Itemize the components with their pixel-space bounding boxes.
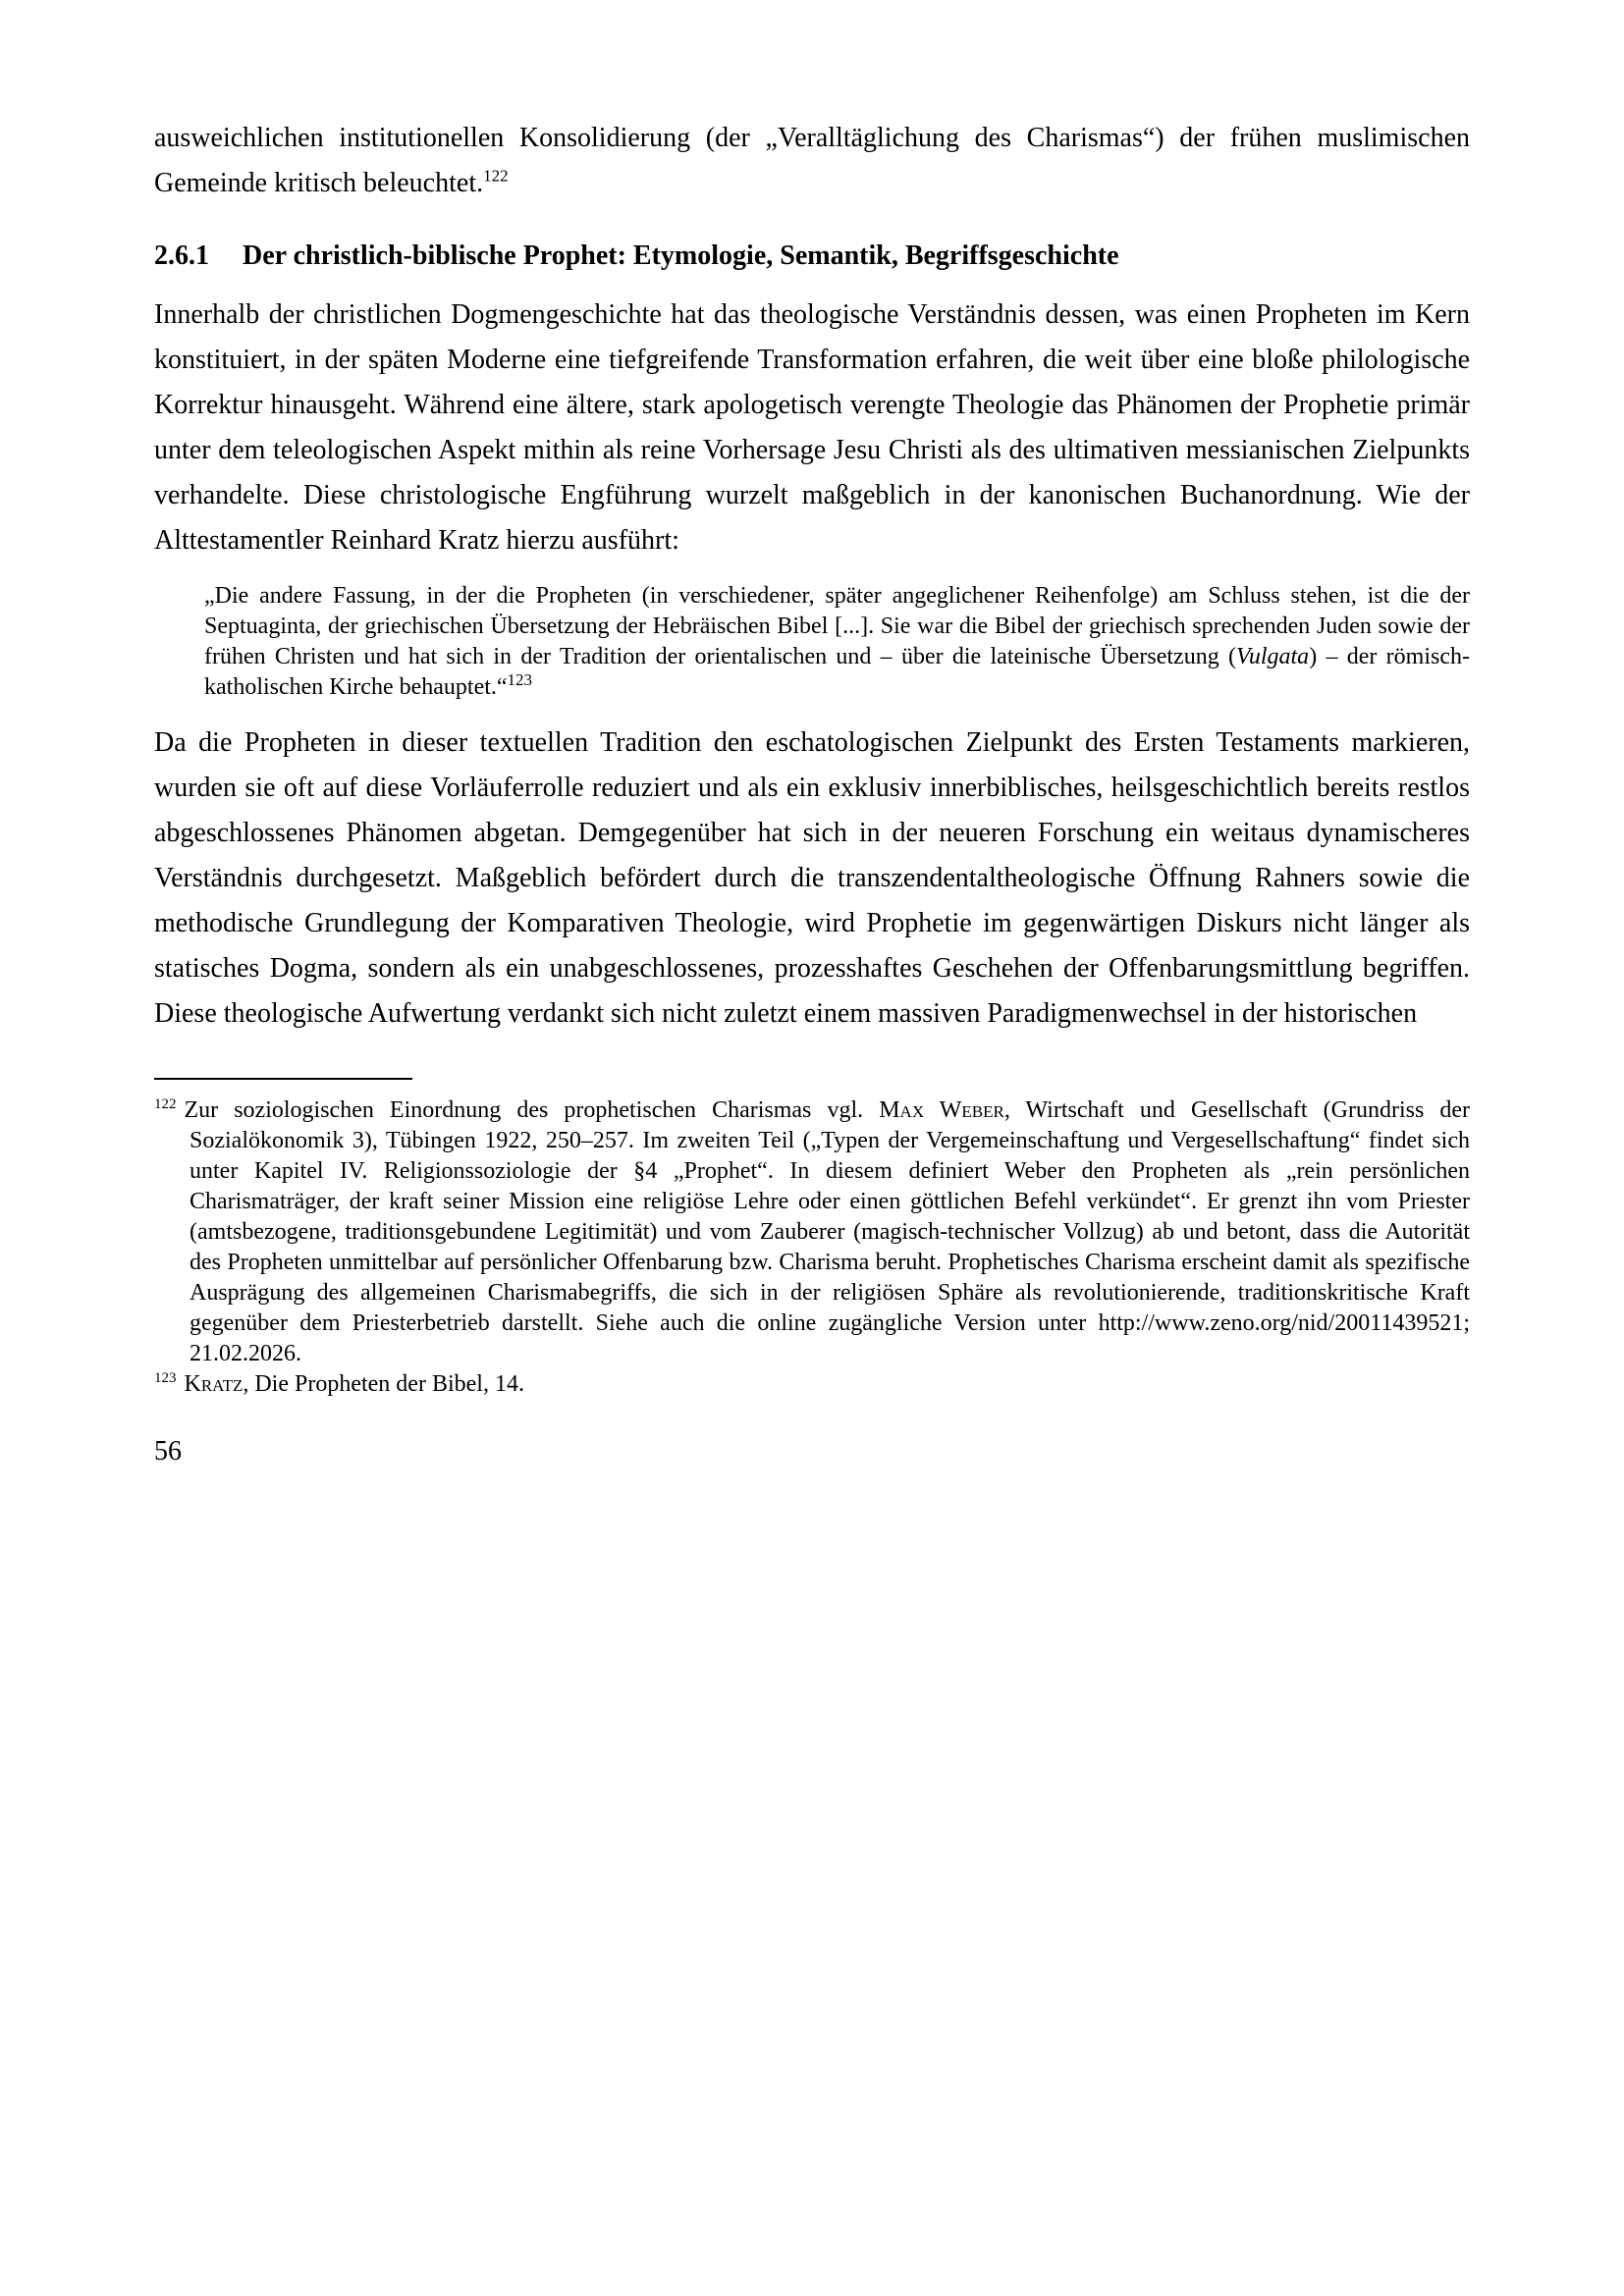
- paragraph-intro-text: ausweichlichen institutionellen Konsolidierung (der „Veralltäglichung des Charismas“) der frühen muslimischen Gemeinde kritisch beleuchtet.: [154, 123, 1470, 198]
- page-number: 56: [154, 1436, 182, 1467]
- footnote-122-text: , Wirtschaft und Gesellschaft (Grundriss der Sozialökonomik 3), Tübingen 1922, 250–257. Im zweiten Teil („Typen der Vergemeinschaftung und Vergesellschaftung“ findet sich unter Kapitel IV. Religionssoziologie der §4 „Prophet“. In diesem definiert Weber den Propheten als „rein persönlichen Charismaträger, der kraft seiner Mission eine religiöse Lehre oder einen göttlichen Befehl verkündet“. Er grenzt ihn vom Priester (amtsbezogene, traditionsgebundene Legitimität) und vom Zauberer (magisch-technischer Vollzug) ab und betont, dass die Autorität des Propheten unmittelbar auf persönlicher Offenbarung bzw. Charisma beruht. Prophetisches Charisma erscheint damit als spezifische Ausprägung des allgemeinen Charismabegriffs, die sich in der religiösen Sphäre als revolutionierende, traditionskritische Kraft gegenüber dem Priesterbetrieb darstellt. Siehe auch die online zugängliche Version unter: [189, 1097, 1471, 1336]
- text-block: [154, 116, 1470, 1474]
- footnote-122-url[interactable]: http://www.zeno.org/nid/20011439521: [1098, 1310, 1464, 1336]
- footnote-122-text-suffix: ; 21.02.2026.: [189, 1310, 1470, 1366]
- footnote-123-text: , Die Propheten der Bibel, 14.: [243, 1371, 524, 1397]
- quote-italic-term: Vulgata: [1235, 644, 1310, 669]
- paragraph-intro: [154, 116, 1470, 206]
- quote-text-part-2: ) – der römisch-katholischen Kirche behauptet.“: [204, 644, 1470, 700]
- section-title: Der christlich-biblische Prophet: Etymologie, Semantik, Begriffsgeschichte: [243, 240, 1119, 271]
- paragraph-2: Da die Propheten in dieser textuellen Tradition den eschatologischen Zielpunkt des Ersten Testaments markieren, wurden sie oft auf diese Vorläuferrolle reduziert und als ein exklusiv innerbiblisches, heilsgeschichtlich bereits restlos abgeschlossenes Phänomen abgetan. Demgegenüber hat sich in der neueren Forschung ein weitaus dynamischeres Verständnis durchgesetzt. Maßgeblich befördert durch die transzendentaltheologische Öffnung Rahners sowie die methodische Grundlegung der Komparativen Theologie, wird Prophetie im gegenwärtigen Diskurs nicht länger als statisches Dogma, sondern als ein unabgeschlossenes, prozesshaftes Geschehen der Offenbarungsmittlung begriffen. Diese theologische Aufwertung verdankt sich nicht zuletzt einem massiven Paradigmenwechsel in der historischen: [154, 727, 1470, 1029]
- block-quote: [204, 581, 1470, 703]
- footnote-122: $^{122}$ Zur soziologischen Einordnung des prophetischen Charismas vgl. Max Weber, Wirtschaft und Gesellschaft (Grundriss der Sozialökonomik 3), Tübingen 1922, 250–257. Im zweiten Teil („Typen der Vergemeinschaftung und Vergesellschaftung“ findet sich unter Kapitel IV. Religionssoziologie der §4 „Prophet“. In diesem definiert Weber den Propheten als „rein persönlichen Charismaträger, der kraft seiner Mission eine religiöse Lehre oder einen göttlichen Befehl verkündet“. Er grenzt ihn vom Priester (amtsbezogene, traditionsgebundene Legitimität) und vom Zauberer (magisch-technischer Vollzug) ab und betont, dass die Autorität des Propheten unmittelbar auf persönlicher Offenbarung bzw. Charisma beruht. Prophetisches Charisma erscheint damit als spezifische Ausprägung des allgemeinen Charismabegriffs, die sich in der religiösen Sphäre als revolutionierende, traditionskritische Kraft gegenüber dem Priesterbetrieb darstellt. Siehe auch die online zugängliche Version unter http://www.zeno.org/nid/20011439521; 21.02.2026.: [154, 1096, 1471, 1366]
- section-number: 2.6.1: [154, 240, 209, 271]
- footnote-123-author: Kratz: [184, 1371, 244, 1397]
- paragraph-1: Innerhalb der christlichen Dogmengeschichte hat das theologische Verständnis dessen, was einen Propheten im Kern konstituiert, in der späten Moderne eine tiefgreifende Transformation erfahren, die weit über eine bloße philologische Korrektur hinausgeht. Während eine ältere, stark apologetisch verengte Theologie das Phänomen der Prophetie primär unter dem teleologischen Aspekt mithin als reine Vorhersage Jesu Christi als des ultimativen messianischen Zielpunkts verhandelte. Diese christologische Engführung wurzelt maßgeblich in der kanonischen Buchanordnung. Wie der Alttestamentler Reinhard Kratz hierzu ausführt:: [154, 299, 1470, 556]
- footnote-122-author: Max Weber: [879, 1097, 1004, 1123]
- footnotes-section: [154, 1095, 1470, 1400]
- footnote-separator: [154, 1078, 412, 1080]
- footnote-ref-122[interactable]: 122: [483, 166, 509, 186]
- footnote-123: $^{123}$ Kratz, Die Propheten der Bibel, 14.: [154, 1370, 524, 1397]
- footnote-ref-123[interactable]: 123: [507, 670, 533, 689]
- section-heading: [154, 234, 1470, 279]
- footnote-122-text-prefix: Zur soziologischen Einordnung des prophetischen Charismas vgl.: [184, 1097, 880, 1123]
- quote-text-part-1: „Die andere Fassung, in der die Propheten (in verschiedener, später angeglichener Reihenfolge) am Schluss stehen, ist die der Septuaginta, der griechischen Übersetzung der Hebräischen Bibel [...]. Sie war die Bibel der griechisch sprechenden Juden sowie der frühen Christen und hat sich in der Tradition der orientalischen und – über die lateinische Übersetzung (: [204, 583, 1470, 669]
